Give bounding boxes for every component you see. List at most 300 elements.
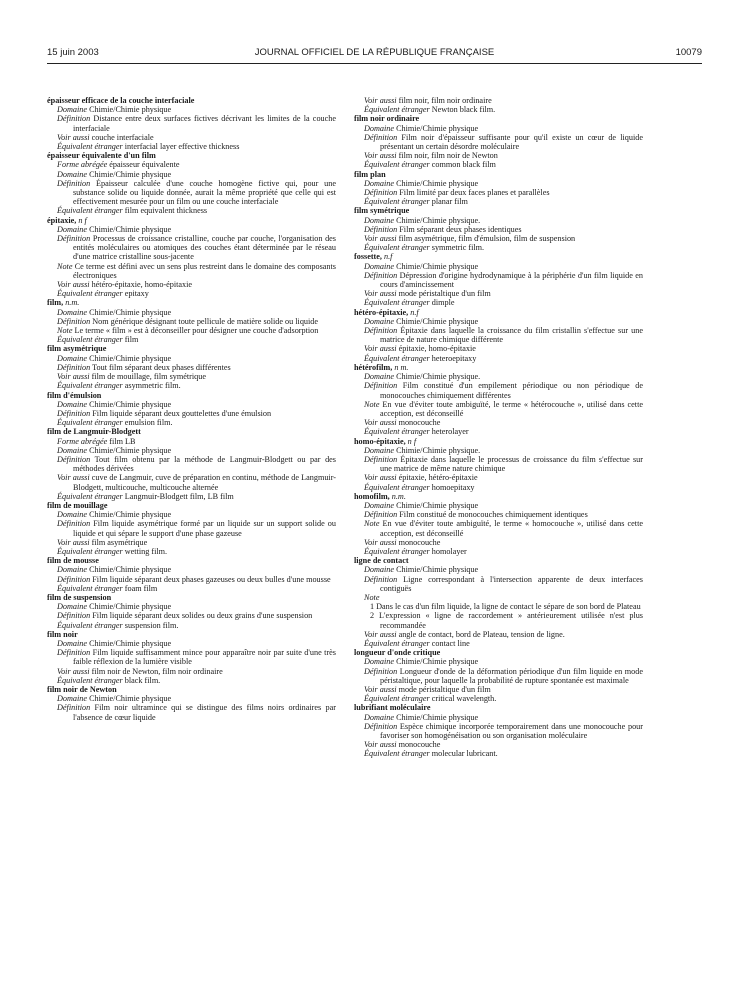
entry-field xyxy=(354,538,643,547)
field-text: monocouche xyxy=(396,537,441,547)
entry-field xyxy=(47,575,336,584)
entry-field xyxy=(354,133,643,151)
left-column xyxy=(47,96,336,722)
field-label: Domaine xyxy=(57,510,88,520)
entry-field xyxy=(354,547,643,556)
field-text: Ce terme est défini avec un sens plus restreint dans le domaine des composants électroniques xyxy=(72,261,336,280)
field-text: Chimie/Chimie physique xyxy=(394,565,479,575)
entry-field xyxy=(47,326,336,335)
field-text: Chimie/Chimie physique xyxy=(87,307,172,317)
field-label: Définition xyxy=(57,234,91,244)
field-text: Épitaxie dans laquelle le processus de croissance du film s'effectue sur une matrice de même nature chimique xyxy=(380,454,643,474)
field-label: Domaine xyxy=(57,445,88,455)
field-text: Chimie/Chimie physique xyxy=(394,712,479,722)
field-label: Domaine xyxy=(57,307,88,317)
field-text: film de mouillage, film symétrique xyxy=(89,372,206,382)
entry-field xyxy=(354,271,643,289)
glossary-entry xyxy=(47,427,336,501)
field-text: Chimie/Chimie physique xyxy=(394,123,479,133)
field-label: Forme abrégée xyxy=(57,160,108,170)
entry-field xyxy=(47,538,336,547)
grammatical-category: n.m. xyxy=(63,298,80,308)
term-text: épaisseur efficace de la couche interfaciale xyxy=(47,96,195,105)
field-label: Domaine xyxy=(57,694,88,704)
glossary-entry xyxy=(47,391,336,428)
field-text: Le terme « film » est à déconseiller pour désigner une couche d'adsorption xyxy=(72,326,319,336)
entry-term xyxy=(354,437,643,446)
entry-term xyxy=(354,703,643,712)
field-label: Équivalent étranger xyxy=(364,638,430,648)
glossary-entry xyxy=(354,648,643,703)
field-text: Film noir ultramince qui se distingue des films noirs ordinaires par l'absence de cœur liquide xyxy=(73,703,336,722)
entry-field xyxy=(354,418,643,427)
entry-field xyxy=(354,326,643,344)
field-text: Chimie/Chimie physique. xyxy=(394,372,481,382)
note-item: 2 L'expression « ligne de raccordement » antérieurement utilisée n'est plus recommandée xyxy=(370,611,643,630)
glossary-entry xyxy=(47,151,336,215)
field-label: Voir aussi xyxy=(57,666,90,676)
field-label: Voir aussi xyxy=(364,473,397,483)
field-label: Définition xyxy=(364,510,398,520)
field-text: Film liquide séparant deux solides ou deux grains d'une suspension xyxy=(90,611,313,621)
field-label: Équivalent étranger xyxy=(364,482,430,492)
term-text: longueur d'onde critique xyxy=(354,648,441,658)
right-column xyxy=(354,96,643,759)
entry-field xyxy=(354,593,643,602)
entry-field xyxy=(47,676,336,685)
field-label: Équivalent étranger xyxy=(57,418,123,428)
term-text: film noir ordinaire xyxy=(354,114,420,124)
term-text: film asymétrique xyxy=(47,344,107,354)
field-text: molecular lubricant. xyxy=(429,749,498,759)
entry-field xyxy=(47,602,336,611)
term-text: film de mousse xyxy=(47,556,99,566)
field-text: Chimie/Chimie physique xyxy=(87,638,172,648)
entry-field xyxy=(354,317,643,326)
field-text: Film noir d'épaisseur suffisante pour qu'il existe un cœur de liquide présentant un certain désordre moléculaire xyxy=(380,132,643,152)
entry-field xyxy=(47,354,336,363)
field-text: film asymétrique, film d'émulsion, film de suspension xyxy=(396,234,576,244)
field-label: Définition xyxy=(57,519,91,529)
field-label: Équivalent étranger xyxy=(57,142,123,152)
grammatical-category: n.f xyxy=(408,307,419,317)
entry-field xyxy=(354,694,643,703)
entry-field xyxy=(354,722,643,740)
field-label: Domaine xyxy=(364,178,395,188)
entry-field xyxy=(47,418,336,427)
field-text: Épitaxie dans laquelle la croissance du film cristallin s'effectue sur une matrice de nature chimique différente xyxy=(380,326,643,345)
entry-term xyxy=(47,593,336,602)
field-text: Langmuir-Blodgett film, LB film xyxy=(122,491,234,501)
glossary-entry xyxy=(47,298,336,344)
field-label: Voir aussi xyxy=(57,372,90,382)
field-label: Voir aussi xyxy=(364,96,397,105)
entry-field xyxy=(354,188,643,197)
entry-field xyxy=(47,437,336,446)
term-text: fossette, xyxy=(354,252,382,262)
field-text: Chimie/Chimie physique xyxy=(394,657,479,667)
entry-term xyxy=(354,170,643,179)
entry-field xyxy=(47,363,336,372)
field-label: Équivalent étranger xyxy=(364,197,430,207)
entry-field xyxy=(47,446,336,455)
entry-field xyxy=(47,519,336,537)
field-text: film asymétrique xyxy=(89,537,148,547)
field-label: Définition xyxy=(57,454,91,464)
entry-field xyxy=(47,372,336,381)
field-label: Domaine xyxy=(364,445,395,455)
entry-field xyxy=(47,667,336,676)
header-rule xyxy=(47,63,702,64)
field-text: En vue d'éviter toute ambiguïté, le terme « homocouche », utilisé dans cette acception, est déconseillé xyxy=(379,519,643,538)
term-text: film noir de Newton xyxy=(47,685,117,694)
entry-field xyxy=(354,160,643,169)
field-label: Voir aussi xyxy=(57,280,90,290)
field-label: Équivalent étranger xyxy=(57,620,123,630)
field-text: film noir, film noir de Newton xyxy=(396,151,498,161)
term-text: film d'émulsion xyxy=(47,390,102,400)
entry-field xyxy=(354,565,643,574)
entry-field xyxy=(354,197,643,206)
glossary-entry xyxy=(47,556,336,593)
field-label: Domaine xyxy=(57,565,88,575)
entry-field xyxy=(354,124,643,133)
field-text: film noir de Newton, film noir ordinaire xyxy=(89,666,223,676)
field-text: hétéro-épitaxie, homo-épitaxie xyxy=(89,280,193,290)
field-text: epitaxy xyxy=(122,289,149,299)
entry-term xyxy=(354,114,643,123)
term-text: épaisseur équivalente d'un film xyxy=(47,151,156,161)
field-text: Chimie/Chimie physique xyxy=(87,169,172,179)
entry-field xyxy=(47,492,336,501)
field-label: Voir aussi xyxy=(364,418,397,428)
entry-field xyxy=(354,483,643,492)
field-text: Film constitué de monocouches chimiquement identiques xyxy=(397,510,588,520)
entry-field xyxy=(47,473,336,491)
entry-field xyxy=(354,519,643,537)
field-text: film xyxy=(122,335,139,345)
glossary-entry xyxy=(354,492,643,556)
entry-field xyxy=(354,298,643,307)
glossary-entry xyxy=(354,437,643,492)
field-text: Newton black film. xyxy=(429,105,496,115)
grammatical-category: n f xyxy=(76,215,87,225)
term-text: épitaxie, xyxy=(47,215,77,225)
entry-field xyxy=(354,630,643,639)
field-text: Chimie/Chimie physique xyxy=(87,224,172,234)
glossary-entry xyxy=(354,114,643,169)
glossary-entry xyxy=(354,96,643,114)
field-label: Définition xyxy=(57,648,91,658)
field-label: Définition xyxy=(364,381,398,391)
field-text: Film liquide séparant deux gouttelettes d'une émulsion xyxy=(90,408,272,418)
entry-field xyxy=(47,409,336,418)
term-text: homofilm, xyxy=(354,491,390,501)
field-label: Domaine xyxy=(364,712,395,722)
field-text: Film liquide suffisamment mince pour apparaître noir par suite d'une très faible réflexion de la lumière visible xyxy=(73,648,336,667)
entry-field xyxy=(47,694,336,703)
field-label: Voir aussi xyxy=(364,740,397,750)
entry-field xyxy=(47,381,336,390)
entry-field xyxy=(47,547,336,556)
glossary-entry xyxy=(47,593,336,630)
field-label: Définition xyxy=(364,574,398,584)
field-text: Processus de croissance cristalline, couche par couche, l'organisation des entités moléculaires ou atomiques des couches étant déterminée par le réseau d'une matrice cristalline sous-jacente xyxy=(73,234,336,262)
field-text: Chimie/Chimie physique xyxy=(394,178,479,188)
issue-date: 15 juin 2003 xyxy=(47,47,99,58)
field-label: Équivalent étranger xyxy=(57,583,123,593)
entry-field xyxy=(354,575,643,593)
field-text: épitaxie, homo-épitaxie xyxy=(396,344,476,354)
field-label: Note xyxy=(364,592,380,602)
field-label: Note xyxy=(364,399,380,409)
entry-term xyxy=(354,206,643,215)
entry-field xyxy=(354,473,643,482)
field-label: Équivalent étranger xyxy=(364,694,430,704)
field-label: Domaine xyxy=(57,224,88,234)
entry-term xyxy=(47,96,336,105)
field-label: Voir aussi xyxy=(364,289,397,299)
field-label: Domaine xyxy=(57,602,88,612)
field-text: Espèce chimique incorporée temporairement dans une monocouche pour favoriser son homogénéisation ou son organisation moléculaire xyxy=(380,721,643,741)
field-label: Voir aussi xyxy=(364,685,397,694)
field-text: Épaisseur calculée d'une couche homogène fictive qui, pour une substance solide ou liquide donnée, aurait la même propriété que celle qui est effectivement mesurée pour un film ou une couche interfaciale xyxy=(73,178,336,207)
glossary-entry xyxy=(47,685,336,722)
entry-field xyxy=(354,381,643,399)
field-label: Définition xyxy=(57,703,91,713)
field-label: Équivalent étranger xyxy=(57,289,123,299)
field-label: Définition xyxy=(57,316,91,326)
term-text: hétéro-épitaxie, xyxy=(354,307,409,317)
entry-field xyxy=(47,170,336,179)
field-text: black film. xyxy=(122,675,161,685)
field-text: Chimie/Chimie physique xyxy=(87,565,172,575)
field-label: Note xyxy=(57,261,73,271)
entry-term xyxy=(47,151,336,160)
entry-term xyxy=(47,685,336,694)
field-label: Définition xyxy=(364,721,398,731)
field-label: Définition xyxy=(364,326,398,336)
field-label: Voir aussi xyxy=(364,151,397,161)
note-item: 1 Dans le cas d'un film liquide, la ligne de contact le sépare de son bord de Plateau xyxy=(370,602,641,612)
entry-field xyxy=(354,243,643,252)
entry-term xyxy=(354,308,643,317)
field-label: Équivalent étranger xyxy=(57,491,123,501)
field-label: Définition xyxy=(57,178,91,188)
glossary-entry xyxy=(47,344,336,390)
term-text: hétérofilm, xyxy=(354,362,393,372)
field-text: Chimie/Chimie physique xyxy=(87,105,172,115)
field-label: Équivalent étranger xyxy=(57,381,123,391)
field-label: Domaine xyxy=(364,215,395,225)
journal-title: JOURNAL OFFICIEL DE LA RÉPUBLIQUE FRANÇAISE xyxy=(254,47,495,58)
entry-field xyxy=(47,234,336,262)
term-text: film de Langmuir-Blodgett xyxy=(47,427,141,437)
entry-field xyxy=(354,354,643,363)
field-text: angle de contact, bord de Plateau, tension de ligne. xyxy=(396,629,565,639)
field-label: Domaine xyxy=(364,500,395,510)
field-label: Domaine xyxy=(364,316,395,326)
field-label: Équivalent étranger xyxy=(364,353,430,363)
field-label: Définition xyxy=(364,270,398,280)
field-text: contact line xyxy=(429,638,470,648)
entry-term xyxy=(354,492,643,501)
glossary-entry xyxy=(354,556,643,648)
field-text: film equivalent thickness xyxy=(122,206,208,216)
term-text: lubrifiant moléculaire xyxy=(354,703,431,713)
grammatical-category: n.f xyxy=(381,252,393,262)
term-text: film de mouillage xyxy=(47,500,108,510)
field-label: Note xyxy=(57,326,73,336)
entry-field xyxy=(354,344,643,353)
field-text: Chimie/Chimie physique xyxy=(87,510,172,520)
field-label: Domaine xyxy=(57,169,88,179)
entry-term xyxy=(354,556,643,565)
field-text: monocouche xyxy=(396,418,441,428)
field-text: Chimie/Chimie physique xyxy=(394,316,479,326)
field-text: épitaxie, hétéro-épitaxie xyxy=(396,473,478,483)
field-label: Voir aussi xyxy=(364,234,397,244)
field-label: Voir aussi xyxy=(364,537,397,547)
entry-field xyxy=(47,142,336,151)
field-label: Note xyxy=(364,519,380,529)
glossary-entry xyxy=(354,170,643,207)
field-label: Définition xyxy=(57,114,91,124)
field-text: Chimie/Chimie physique xyxy=(87,353,172,363)
entry-field xyxy=(354,455,643,473)
entry-field xyxy=(354,96,643,105)
glossary-entry xyxy=(47,501,336,556)
term-text: ligne de contact xyxy=(354,556,409,566)
entry-field xyxy=(354,713,643,722)
field-text: Ligne correspondant à l'intersection apparente de deux interfaces contiguës xyxy=(380,574,643,593)
field-text: film noir, film noir ordinaire xyxy=(396,96,492,105)
entry-field xyxy=(354,234,643,243)
field-label: Domaine xyxy=(57,638,88,648)
field-text: Film liquide séparant deux phases gazeuses ou deux bulles d'une mousse xyxy=(90,574,331,584)
entry-field xyxy=(47,114,336,132)
field-text: mode péristaltique d'un film xyxy=(396,685,491,694)
glossary-entry xyxy=(354,363,643,437)
field-label: Voir aussi xyxy=(364,344,397,354)
field-label: Domaine xyxy=(57,353,88,363)
glossary-entry xyxy=(354,252,643,307)
entry-field xyxy=(354,427,643,436)
field-text: Chimie/Chimie physique. xyxy=(394,445,481,455)
entry-field xyxy=(354,216,643,225)
entry-field xyxy=(47,510,336,519)
entry-field xyxy=(47,584,336,593)
field-text: wetting film. xyxy=(122,546,168,556)
field-label: Équivalent étranger xyxy=(57,546,123,556)
entry-field xyxy=(354,400,643,418)
glossary-entry xyxy=(354,206,643,252)
entry-field xyxy=(47,160,336,169)
field-text: asymmetric film. xyxy=(122,381,181,391)
entry-term xyxy=(354,648,643,657)
field-text: suspension film. xyxy=(122,620,179,630)
entry-field xyxy=(47,133,336,142)
field-label: Voir aussi xyxy=(57,473,90,483)
field-text: épaisseur équivalente xyxy=(107,160,180,170)
grammatical-category: n m. xyxy=(392,362,409,372)
entry-term xyxy=(47,501,336,510)
term-text: film, xyxy=(47,298,64,308)
field-label: Domaine xyxy=(57,105,88,115)
entry-field xyxy=(354,510,643,519)
entry-field xyxy=(47,703,336,721)
field-text: critical wavelength. xyxy=(429,694,497,704)
field-text: emulsion film. xyxy=(122,418,173,428)
entry-field xyxy=(47,289,336,298)
glossary-entry xyxy=(354,308,643,363)
field-text: Chimie/Chimie physique xyxy=(394,261,479,271)
field-text: Film limité par deux faces planes et parallèles xyxy=(397,188,550,198)
entry-field xyxy=(354,657,643,666)
field-label: Définition xyxy=(364,666,398,676)
entry-field xyxy=(47,105,336,114)
entry-term xyxy=(47,391,336,400)
field-text: symmetric film. xyxy=(429,243,485,253)
field-label: Définition xyxy=(364,132,398,142)
field-text: homolayer xyxy=(429,546,467,556)
entry-field xyxy=(354,225,643,234)
entry-field xyxy=(354,685,643,694)
field-label: Domaine xyxy=(364,565,395,575)
entry-field xyxy=(47,179,336,207)
field-text: heteroepitaxy xyxy=(429,353,477,363)
term-text: film plan xyxy=(354,169,386,179)
field-text: homoepitaxy xyxy=(429,482,475,492)
field-label: Définition xyxy=(364,224,398,234)
entry-field xyxy=(47,611,336,620)
field-label: Voir aussi xyxy=(57,537,90,547)
entry-term xyxy=(47,216,336,225)
entry-field xyxy=(47,400,336,409)
entry-field xyxy=(47,206,336,215)
field-label: Domaine xyxy=(364,657,395,667)
field-label: Domaine xyxy=(57,399,88,409)
field-label: Équivalent étranger xyxy=(57,335,123,345)
field-text: Film séparant deux phases identiques xyxy=(397,224,522,234)
glossary-entry xyxy=(354,703,643,758)
field-label: Définition xyxy=(364,454,398,464)
entry-term xyxy=(354,252,643,261)
field-text: Chimie/Chimie physique xyxy=(87,445,172,455)
entry-field xyxy=(47,308,336,317)
field-text: Chimie/Chimie physique. xyxy=(394,215,481,225)
field-label: Forme abrégée xyxy=(57,436,108,446)
field-text: heterolayer xyxy=(429,427,469,437)
entry-field xyxy=(354,501,643,510)
entry-field xyxy=(47,317,336,326)
field-label: Équivalent étranger xyxy=(364,749,430,759)
field-label: Domaine xyxy=(364,372,395,382)
field-text: common black film xyxy=(429,160,496,170)
entry-term xyxy=(354,363,643,372)
field-label: Voir aussi xyxy=(57,132,90,142)
glossary-entry xyxy=(47,630,336,685)
field-text: Film constitué d'un empilement périodique ou non périodique de monocouches chimiquement différentes xyxy=(380,381,643,400)
grammatical-category: n.m. xyxy=(389,491,406,501)
term-text: film de suspension xyxy=(47,592,112,602)
field-label: Équivalent étranger xyxy=(364,105,430,115)
field-text: film LB xyxy=(107,436,136,446)
term-text: homo-épitaxie, xyxy=(354,436,406,446)
field-text: planar film xyxy=(429,197,468,207)
entry-field xyxy=(47,455,336,473)
field-text: mode péristaltique d'un film xyxy=(396,289,491,299)
